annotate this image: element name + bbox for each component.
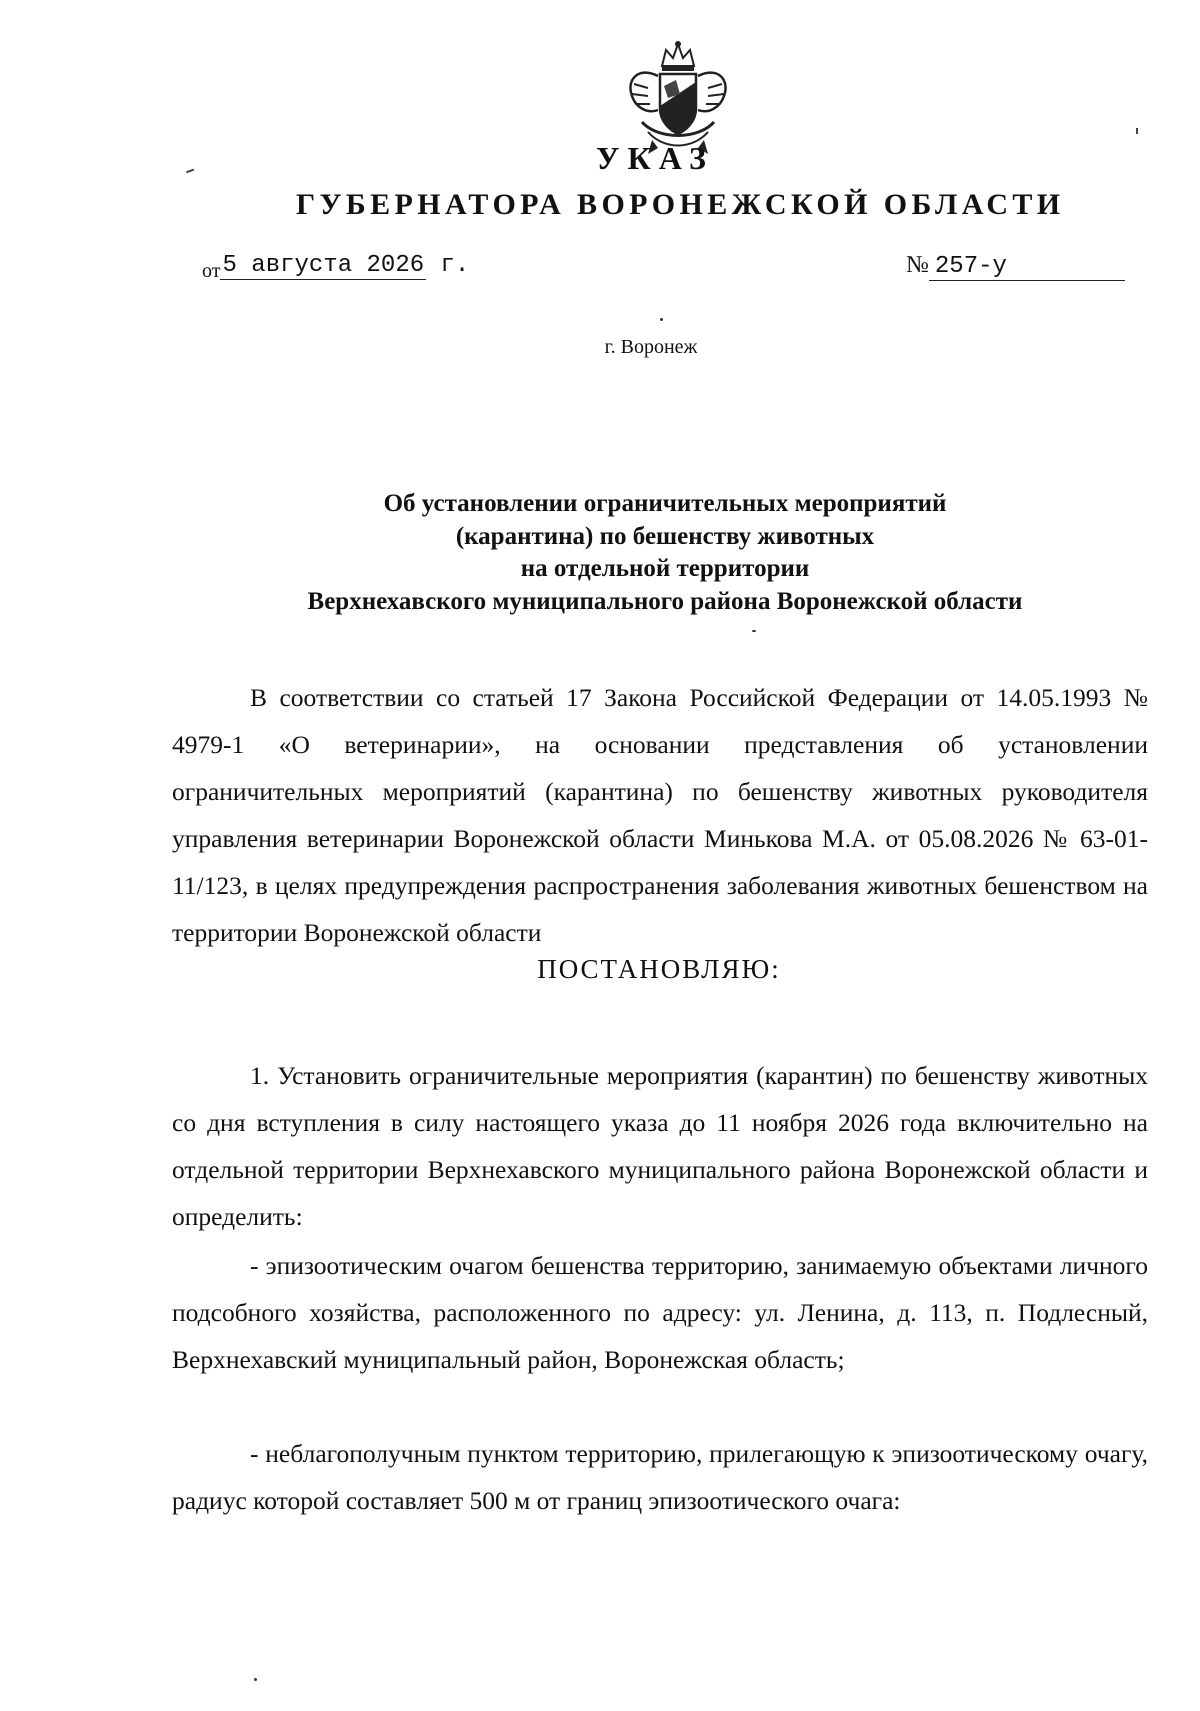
city-name: г. Воронеж (604, 336, 698, 358)
date-suffix: г. (426, 252, 470, 279)
scan-mark (1136, 128, 1138, 134)
scan-speck (660, 318, 663, 321)
subject-line-2: (карантина) по бешенству животных (455, 522, 875, 550)
item-1-paragraph (172, 1052, 1148, 1240)
number-sign: № (906, 252, 929, 278)
decree-number: 257-у (929, 253, 1125, 281)
decree-date-line (202, 252, 469, 283)
preamble-text: В соответствии со статьей 17 Закона Российской Федерации от 14.05.1993 № 4979-1 «О ветеринарии», на основании представления об установлении ограничительных мероприятий (карантина) по бешенству животных руководителя управления ветеринарии Воронежской области Минькова М.А. от 05.08.2026 № 63-01-11/123, в целях предупреждения распространения заболевания животных бешенством на территории Воронежской области (172, 683, 1148, 947)
subject-line-4: Верхнехавского муниципального района Воронежской области (307, 587, 1023, 615)
bullet-1-text: - эпизоотическим очагом бешенства территорию, занимаемую объектами личного подсобного хозяйства, расположенного по адресу: ул. Ленина, д. 113, п. Подлесный, Верхнехавский муниципальный район, Воронежская область; (172, 1251, 1148, 1374)
subject-line-3: на отдельной территории (520, 555, 810, 582)
preamble-paragraph (172, 674, 1148, 956)
subject-line-1: Об установлении ограничительных мероприятий (383, 490, 947, 517)
bullet-1-paragraph (172, 1242, 1148, 1383)
scan-speck (254, 1678, 257, 1681)
item-1-text: 1. Установить ограничительные мероприятия (карантин) по бешенству животных со дня вступления в силу настоящего указа до 11 ноября 2026 года включительно на отдельной территории Верхнехавского муниципального района Воронежской области и определить: (172, 1061, 1148, 1231)
decree-subject (250, 488, 1080, 618)
document-type-title: УКАЗ (596, 140, 714, 176)
issuer-title: ГУБЕРНАТОРА ВОРОНЕЖСКОЙ ОБЛАСТИ (296, 188, 1065, 221)
decree-date: 5 августа 2026 (222, 252, 425, 279)
decree-number-line (906, 252, 1125, 281)
bullet-2-paragraph (172, 1430, 1148, 1524)
scan-speck (752, 630, 756, 632)
date-prefix: от (202, 260, 221, 282)
decree-word: ПОСТАНОВЛЯЮ: (537, 954, 781, 984)
bullet-2-text: - неблагополучным пунктом территорию, прилегающую к эпизоотическому очагу, радиус которой составляет 500 м от границ эпизоотического очага: (172, 1439, 1148, 1515)
